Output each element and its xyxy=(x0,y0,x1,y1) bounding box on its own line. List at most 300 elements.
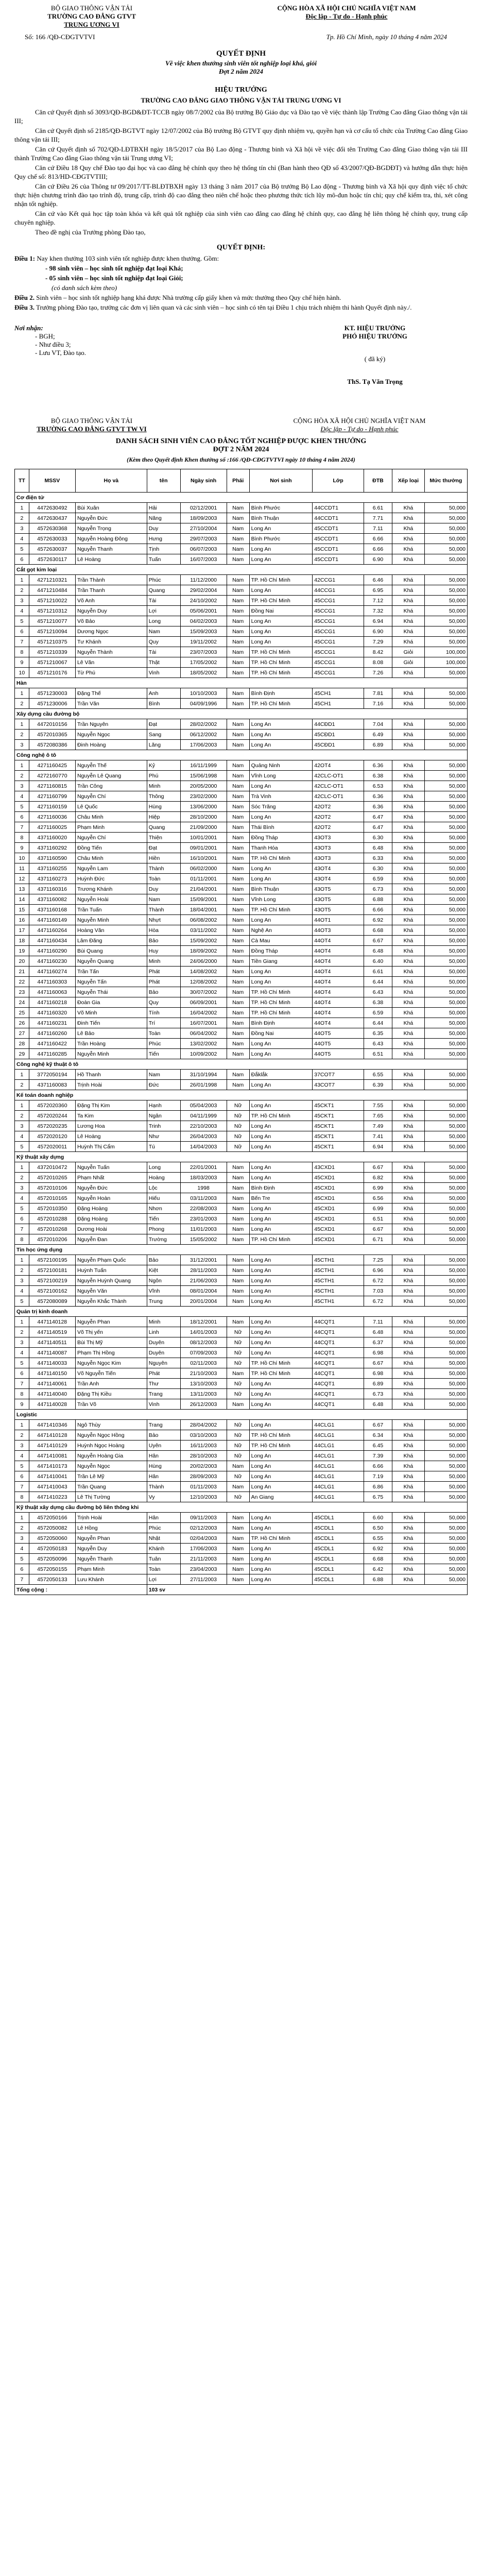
table-cell: Long An xyxy=(249,1574,313,1585)
table-cell: Nam xyxy=(227,606,249,616)
table-cell: 29/02/2004 xyxy=(180,585,227,596)
table-cell: 45CTH1 xyxy=(313,1265,364,1276)
table-cell: Nguyễn Minh xyxy=(75,1049,147,1059)
table-cell: Phong xyxy=(147,1224,180,1234)
table-cell: 31/12/2001 xyxy=(180,1255,227,1265)
table-cell: 45CCG1 xyxy=(313,647,364,657)
table-cell: Long An xyxy=(249,1080,313,1090)
table-cell: 4371160316 xyxy=(29,884,75,894)
table-cell: Nam xyxy=(227,1564,249,1574)
table-cell: 03/11/2003 xyxy=(180,1193,227,1204)
table-cell: 7.19 xyxy=(364,1471,392,1482)
decision-title: QUYẾT ĐỊNH xyxy=(216,49,266,58)
table-cell: 50,000 xyxy=(424,1142,467,1152)
table-cell: 17/05/2002 xyxy=(180,657,227,668)
table-cell: 7 xyxy=(15,1379,29,1389)
table-row xyxy=(15,1111,468,1121)
table-cell: 07/09/2003 xyxy=(180,1348,227,1358)
table-cell: 4572050060 xyxy=(29,1533,75,1544)
table-cell: 6.55 xyxy=(364,1533,392,1544)
table-cell: 50,000 xyxy=(424,1358,467,1368)
table-cell: Nguyễn Thành xyxy=(75,647,147,657)
table-cell: Hùng xyxy=(147,1461,180,1471)
table-cell: Dương Hoài xyxy=(75,1224,147,1234)
table-cell: 7.29 xyxy=(364,637,392,647)
table-cell: Khá xyxy=(392,925,424,936)
table-cell: 26/01/1998 xyxy=(180,1080,227,1090)
table-cell: 3 xyxy=(15,740,29,750)
table-cell: Long An xyxy=(249,915,313,925)
table-cell: Nữ xyxy=(227,1451,249,1461)
table-cell: 45CH1 xyxy=(313,688,364,699)
table-cell: 7.71 xyxy=(364,513,392,523)
table-cell: 4572020244 xyxy=(29,1111,75,1121)
table-cell: 26/12/2003 xyxy=(180,1399,227,1410)
table-cell: 43OT5 xyxy=(313,905,364,915)
table-cell: 7.26 xyxy=(364,668,392,678)
table-cell: Khá xyxy=(392,1224,424,1234)
table-cell: Nam xyxy=(227,1008,249,1018)
table-cell: Nguyễn Ngọc Kim xyxy=(75,1358,147,1368)
table-cell: 50,000 xyxy=(424,740,467,750)
table-cell: 50,000 xyxy=(424,1523,467,1533)
table-cell: Nữ xyxy=(227,1440,249,1451)
table-cell: Khá xyxy=(392,1513,424,1523)
table-cell: 50,000 xyxy=(424,1420,467,1430)
table-cell: Nam xyxy=(147,894,180,905)
table-cell: Nguyễn Duy xyxy=(75,1544,147,1554)
table-cell: TP. Hồ Chí Minh xyxy=(249,575,313,585)
table-cell: TP. Hồ Chí Minh xyxy=(249,1533,313,1544)
table-cell: 45CDL1 xyxy=(313,1533,364,1544)
table-cell: 28/10/2003 xyxy=(180,1451,227,1461)
table-cell: Kiệt xyxy=(147,1265,180,1276)
table-cell: 50,000 xyxy=(424,936,467,946)
table-cell: 09/11/2003 xyxy=(180,1513,227,1523)
table-cell: 45CTH1 xyxy=(313,1276,364,1286)
table-cell: Bình Định xyxy=(249,688,313,699)
table-cell: Long An xyxy=(249,719,313,730)
table-cell: 3 xyxy=(15,1183,29,1193)
table-cell: 50,000 xyxy=(424,554,467,565)
table-cell: 50,000 xyxy=(424,1440,467,1451)
table-cell: 50,000 xyxy=(424,1544,467,1554)
table-row xyxy=(15,1430,468,1440)
table-cell: 06/04/2002 xyxy=(180,1028,227,1039)
table-cell: 6.44 xyxy=(364,977,392,987)
table-cell: 44OT1 xyxy=(313,915,364,925)
table-cell: Khá xyxy=(392,1070,424,1080)
table-cell: 26 xyxy=(15,1018,29,1028)
table-cell: Trần Thanh xyxy=(75,585,147,596)
table-cell: 7.41 xyxy=(364,1131,392,1142)
table-cell: 45CDL1 xyxy=(313,1523,364,1533)
table-cell: Lê Hồng xyxy=(75,1523,147,1533)
table-row xyxy=(15,1173,468,1183)
table-row xyxy=(15,585,468,596)
table-cell: 4572630368 xyxy=(29,523,75,534)
table-cell: 4571210077 xyxy=(29,616,75,626)
table-cell: Nam xyxy=(227,977,249,987)
table-cell: Khá xyxy=(392,905,424,915)
table-cell: 45CCDT1 xyxy=(313,554,364,565)
table-row xyxy=(15,1440,468,1451)
table-cell: 4372010472 xyxy=(29,1162,75,1173)
table-cell: 25 xyxy=(15,1008,29,1018)
table-cell: Khá xyxy=(392,884,424,894)
table-cell: 3 xyxy=(15,1533,29,1544)
table-cell: Hiếu xyxy=(147,1193,180,1204)
table-cell: 6.66 xyxy=(364,1461,392,1471)
table-cell: Vinh xyxy=(147,1399,180,1410)
table-cell: 2 xyxy=(15,730,29,740)
table-cell: Nam xyxy=(227,1214,249,1224)
table-cell: Nam xyxy=(227,699,249,709)
table-cell: Trinh xyxy=(147,1121,180,1131)
table-cell: Hải xyxy=(147,503,180,513)
table-cell: Long An xyxy=(249,1554,313,1564)
table-cell: 24/10/2002 xyxy=(180,596,227,606)
table-cell: Trường xyxy=(147,1234,180,1245)
col-header: Nơi sinh xyxy=(249,469,313,493)
table-cell: Khá xyxy=(392,760,424,771)
list-title: DANH SÁCH SINH VIÊN CAO ĐẲNG TỐT NGHIỆP ĐƯỢC KHEN THƯỞNG xyxy=(115,437,367,445)
table-cell: 6.67 xyxy=(364,936,392,946)
table-cell: 4571210375 xyxy=(29,637,75,647)
table-cell: 44OT4 xyxy=(313,1018,364,1028)
table-cell: 6.68 xyxy=(364,1554,392,1564)
table-row xyxy=(15,791,468,802)
table-cell: 45CCDT1 xyxy=(313,523,364,534)
group-row xyxy=(15,709,468,719)
group-row xyxy=(15,1152,468,1162)
table-cell: Long An xyxy=(249,1296,313,1307)
table-cell: Nam xyxy=(147,1070,180,1080)
table-row xyxy=(15,987,468,997)
table-cell: 6.66 xyxy=(364,544,392,554)
table-cell: 6.86 xyxy=(364,1482,392,1492)
table-cell: Thật xyxy=(147,657,180,668)
table-cell: 02/11/2003 xyxy=(180,1358,227,1368)
table-cell: 5 xyxy=(15,616,29,626)
table-cell: 42OT2 xyxy=(313,802,364,812)
table-cell: 4471410128 xyxy=(29,1430,75,1440)
table-cell: Nguyễn Tấn xyxy=(75,977,147,987)
table-cell: 4471160303 xyxy=(29,977,75,987)
table-cell: Võ Bảo xyxy=(75,616,147,626)
table-row xyxy=(15,1451,468,1461)
table-cell: 1 xyxy=(15,1317,29,1327)
table-cell: 4471160422 xyxy=(29,1039,75,1049)
col-header: Lớp xyxy=(313,469,364,493)
table-cell: Bình Thuận xyxy=(249,884,313,894)
table-cell: Nam xyxy=(227,1224,249,1234)
table-cell: Nam xyxy=(227,1049,249,1059)
table-cell: 13/11/2003 xyxy=(180,1389,227,1399)
table-cell: 45CCG1 xyxy=(313,596,364,606)
table-cell: 50,000 xyxy=(424,1121,467,1131)
table-row xyxy=(15,1358,468,1368)
table-cell: Nam xyxy=(227,1554,249,1564)
table-cell: TP. Hồ Chí Minh xyxy=(249,1358,313,1368)
table-cell: 18/05/2002 xyxy=(180,668,227,678)
table-cell: 6.46 xyxy=(364,575,392,585)
table-cell: 50,000 xyxy=(424,626,467,637)
table-cell: Long An xyxy=(249,1327,313,1337)
table-cell: 44CQT1 xyxy=(313,1337,364,1348)
table-cell: Trương Khánh xyxy=(75,884,147,894)
table-cell: Võ Nguyễn Tiến xyxy=(75,1368,147,1379)
table-cell: 6.43 xyxy=(364,1039,392,1049)
table-cell: 43CXD1 xyxy=(313,1162,364,1173)
table-cell: 27/10/2004 xyxy=(180,523,227,534)
table-cell: Giỏi xyxy=(392,657,424,668)
decides-heading: QUYẾT ĐỊNH: xyxy=(216,244,266,251)
table-cell: 6.99 xyxy=(364,1204,392,1214)
table-row xyxy=(15,936,468,946)
table-row xyxy=(15,1018,468,1028)
table-cell: Nam xyxy=(227,730,249,740)
table-cell: Khá xyxy=(392,1533,424,1544)
table-cell: 50,000 xyxy=(424,1265,467,1276)
table-row xyxy=(15,699,468,709)
group-name: Cơ điện tử xyxy=(15,493,468,503)
table-cell: 15/06/1998 xyxy=(180,771,227,781)
table-cell: 5 xyxy=(15,1358,29,1368)
table-cell: 45CTH1 xyxy=(313,1286,364,1296)
table-cell: Long An xyxy=(249,1564,313,1574)
table-cell: 18/09/2002 xyxy=(180,946,227,956)
table-cell: 6.73 xyxy=(364,884,392,894)
table-cell: 7.39 xyxy=(364,1451,392,1461)
table-cell: 50,000 xyxy=(424,1183,467,1193)
table-cell: Long An xyxy=(249,1389,313,1399)
table-cell: 50,000 xyxy=(424,503,467,513)
school-name: TRƯỜNG CAO ĐẲNG GTVT xyxy=(47,12,136,20)
table-cell: Huỳnh Đức xyxy=(75,874,147,884)
table-cell: 44OT4 xyxy=(313,987,364,997)
table-cell: 17/06/2003 xyxy=(180,740,227,750)
table-cell: 44CQT1 xyxy=(313,1368,364,1379)
table-cell: 9 xyxy=(15,843,29,853)
table-row xyxy=(15,884,468,894)
table-cell: Khá xyxy=(392,977,424,987)
table-cell: Hoàng xyxy=(147,1173,180,1183)
table-cell: Khá xyxy=(392,1265,424,1276)
table-cell: Long An xyxy=(249,1173,313,1183)
group-name: Công nghệ kỹ thuật ô tô xyxy=(15,1059,468,1070)
table-cell: 7 xyxy=(15,1482,29,1492)
table-row xyxy=(15,1204,468,1214)
table-cell: Nam xyxy=(227,1513,249,1523)
table-cell: Tiến xyxy=(147,1049,180,1059)
table-cell: 9 xyxy=(15,657,29,668)
table-cell: 42OT2 xyxy=(313,822,364,833)
table-cell: 50,000 xyxy=(424,1317,467,1327)
table-cell: 4572020360 xyxy=(29,1100,75,1111)
table-cell: Nguyễn Lê Quang xyxy=(75,771,147,781)
table-cell: Võ Thị yến xyxy=(75,1327,147,1337)
table-row xyxy=(15,740,468,750)
table-cell: Nguyễn Văn xyxy=(75,1286,147,1296)
table-cell: 4471160149 xyxy=(29,915,75,925)
table-cell: Lê Bảo xyxy=(75,1028,147,1039)
table-cell: Đặng Hoàng xyxy=(75,1204,147,1214)
table-cell: Long xyxy=(147,616,180,626)
table-cell: TP. Hồ Chí Minh xyxy=(249,853,313,863)
table-cell: 42CLC-OT1 xyxy=(313,791,364,802)
group-name: Xây dựng cầu đường bộ xyxy=(15,709,468,719)
table-cell: 06/08/2002 xyxy=(180,915,227,925)
table-row xyxy=(15,833,468,843)
table-cell: 43COT7 xyxy=(313,1080,364,1090)
table-cell: Khá xyxy=(392,812,424,822)
table-cell: 4572020011 xyxy=(29,1142,75,1152)
issuer-block xyxy=(14,4,169,29)
table-cell: 50,000 xyxy=(424,606,467,616)
table-cell: 50,000 xyxy=(424,1399,467,1410)
table-cell: Long An xyxy=(249,1379,313,1389)
table-cell: 22/10/2003 xyxy=(180,1121,227,1131)
table-row xyxy=(15,905,468,915)
table-row xyxy=(15,781,468,791)
table-cell: 6.92 xyxy=(364,915,392,925)
table-cell: 50,000 xyxy=(424,1224,467,1234)
table-cell: Đắklắk xyxy=(249,1070,313,1080)
table-cell: TP. Hồ Chí Minh xyxy=(249,1430,313,1440)
table-cell: Long An xyxy=(249,1420,313,1430)
table-cell: 8.42 xyxy=(364,647,392,657)
table-cell: Bảo xyxy=(147,1430,180,1440)
table-cell: 44CQT1 xyxy=(313,1358,364,1368)
table-cell: 6.61 xyxy=(364,503,392,513)
table-cell: Nam xyxy=(227,1255,249,1265)
table-row xyxy=(15,719,468,730)
table-cell: Khá xyxy=(392,626,424,637)
table-cell: 20/05/2000 xyxy=(180,781,227,791)
table-cell: 6.89 xyxy=(364,1379,392,1389)
table-cell: 45CCDT1 xyxy=(313,544,364,554)
table-cell: 45CH1 xyxy=(313,699,364,709)
table-cell: Ngô Thùy xyxy=(75,1420,147,1430)
table-cell: Long An xyxy=(249,1214,313,1224)
table-cell: 45CXD1 xyxy=(313,1224,364,1234)
table-row xyxy=(15,1039,468,1049)
table-cell: 50,000 xyxy=(424,596,467,606)
table-cell: Trần Hoàng xyxy=(75,1039,147,1049)
table-cell: Khá xyxy=(392,1348,424,1358)
table-cell: 15/05/2002 xyxy=(180,1234,227,1245)
table-cell: Nguyễn Hoàng Gia xyxy=(75,1451,147,1461)
table-row xyxy=(15,1276,468,1286)
table-cell: 4 xyxy=(15,1451,29,1461)
table-row xyxy=(15,925,468,936)
table-cell: Hạnh xyxy=(147,1100,180,1111)
table-row xyxy=(15,1533,468,1544)
table-cell: 10/10/2003 xyxy=(180,688,227,699)
table-cell: TP. Hồ Chí Minh xyxy=(249,596,313,606)
list-header xyxy=(14,417,468,433)
table-cell: Long An xyxy=(249,1348,313,1358)
table-cell: 50,000 xyxy=(424,1286,467,1296)
table-row xyxy=(15,874,468,884)
table-cell: Châu Minh xyxy=(75,853,147,863)
table-cell: Khá xyxy=(392,554,424,565)
table-cell: Lương Hoa xyxy=(75,1121,147,1131)
table-cell: Khá xyxy=(392,1379,424,1389)
table-cell: 4472630492 xyxy=(29,503,75,513)
table-cell: Hiền xyxy=(147,853,180,863)
table-cell: Nam xyxy=(227,1286,249,1296)
table-cell: Giỏi xyxy=(392,647,424,657)
table-cell: 4572080089 xyxy=(29,1296,75,1307)
table-cell: 02/04/2003 xyxy=(180,1533,227,1544)
table-cell: Nam xyxy=(227,544,249,554)
table-cell: 44OT5 xyxy=(313,1028,364,1039)
table-cell: 8.08 xyxy=(364,657,392,668)
table-cell: Khá xyxy=(392,915,424,925)
table-cell: 45CCG1 xyxy=(313,616,364,626)
table-cell: Long An xyxy=(249,1224,313,1234)
table-cell: 3 xyxy=(15,1337,29,1348)
table-cell: 4572100219 xyxy=(29,1276,75,1286)
table-cell: 13/02/2002 xyxy=(180,1039,227,1049)
table-cell: 45CTH1 xyxy=(313,1296,364,1307)
table-cell: 2 xyxy=(15,513,29,523)
table-cell: Nguyễn Quang xyxy=(75,956,147,967)
table-cell: 10 xyxy=(15,853,29,863)
table-cell: 11 xyxy=(15,863,29,874)
table-cell: 4471160290 xyxy=(29,946,75,956)
table-cell: Võ Minh xyxy=(75,1008,147,1018)
table-cell: Tiến xyxy=(147,1214,180,1224)
table-cell: 45CĐD1 xyxy=(313,730,364,740)
table-cell: 43OT5 xyxy=(313,884,364,894)
table-cell: Trần Anh xyxy=(75,1379,147,1389)
table-cell: 5 xyxy=(15,1204,29,1214)
table-cell: 4471160434 xyxy=(29,936,75,946)
table-cell: Khá xyxy=(392,719,424,730)
table-cell: 6.67 xyxy=(364,1420,392,1430)
table-cell: Trần Lê Mỹ xyxy=(75,1471,147,1482)
table-cell: 2 xyxy=(15,1327,29,1337)
table-cell: Long An xyxy=(249,1049,313,1059)
table-cell: 44OT3 xyxy=(313,925,364,936)
table-cell: 7.11 xyxy=(364,1317,392,1327)
table-cell: 7 xyxy=(15,822,29,833)
table-cell: 7.04 xyxy=(364,719,392,730)
table-cell: 50,000 xyxy=(424,905,467,915)
table-cell: Trần Thành xyxy=(75,575,147,585)
table-cell: 50,000 xyxy=(424,1049,467,1059)
table-cell: Nguyễn Hoàn xyxy=(75,1193,147,1204)
table-row xyxy=(15,1544,468,1554)
table-cell: Nam xyxy=(227,822,249,833)
table-cell: 10 xyxy=(15,668,29,678)
authority-school: TRƯỜNG CAO ĐẲNG GIAO THÔNG VẬN TẢI TRUNG ƯƠNG VI xyxy=(141,96,341,104)
table-cell: Nhơn xyxy=(147,1204,180,1214)
table-cell: 4572050155 xyxy=(29,1564,75,1574)
table-cell: 44OT4 xyxy=(313,956,364,967)
table-row xyxy=(15,647,468,657)
table-cell: 15 xyxy=(15,905,29,915)
table-cell: Long An xyxy=(249,1100,313,1111)
table-cell: Nam xyxy=(227,1544,249,1554)
table-cell: 42CCG1 xyxy=(313,575,364,585)
table-body xyxy=(15,493,468,1595)
table-cell: Khá xyxy=(392,668,424,678)
table-cell: 50,000 xyxy=(424,1039,467,1049)
